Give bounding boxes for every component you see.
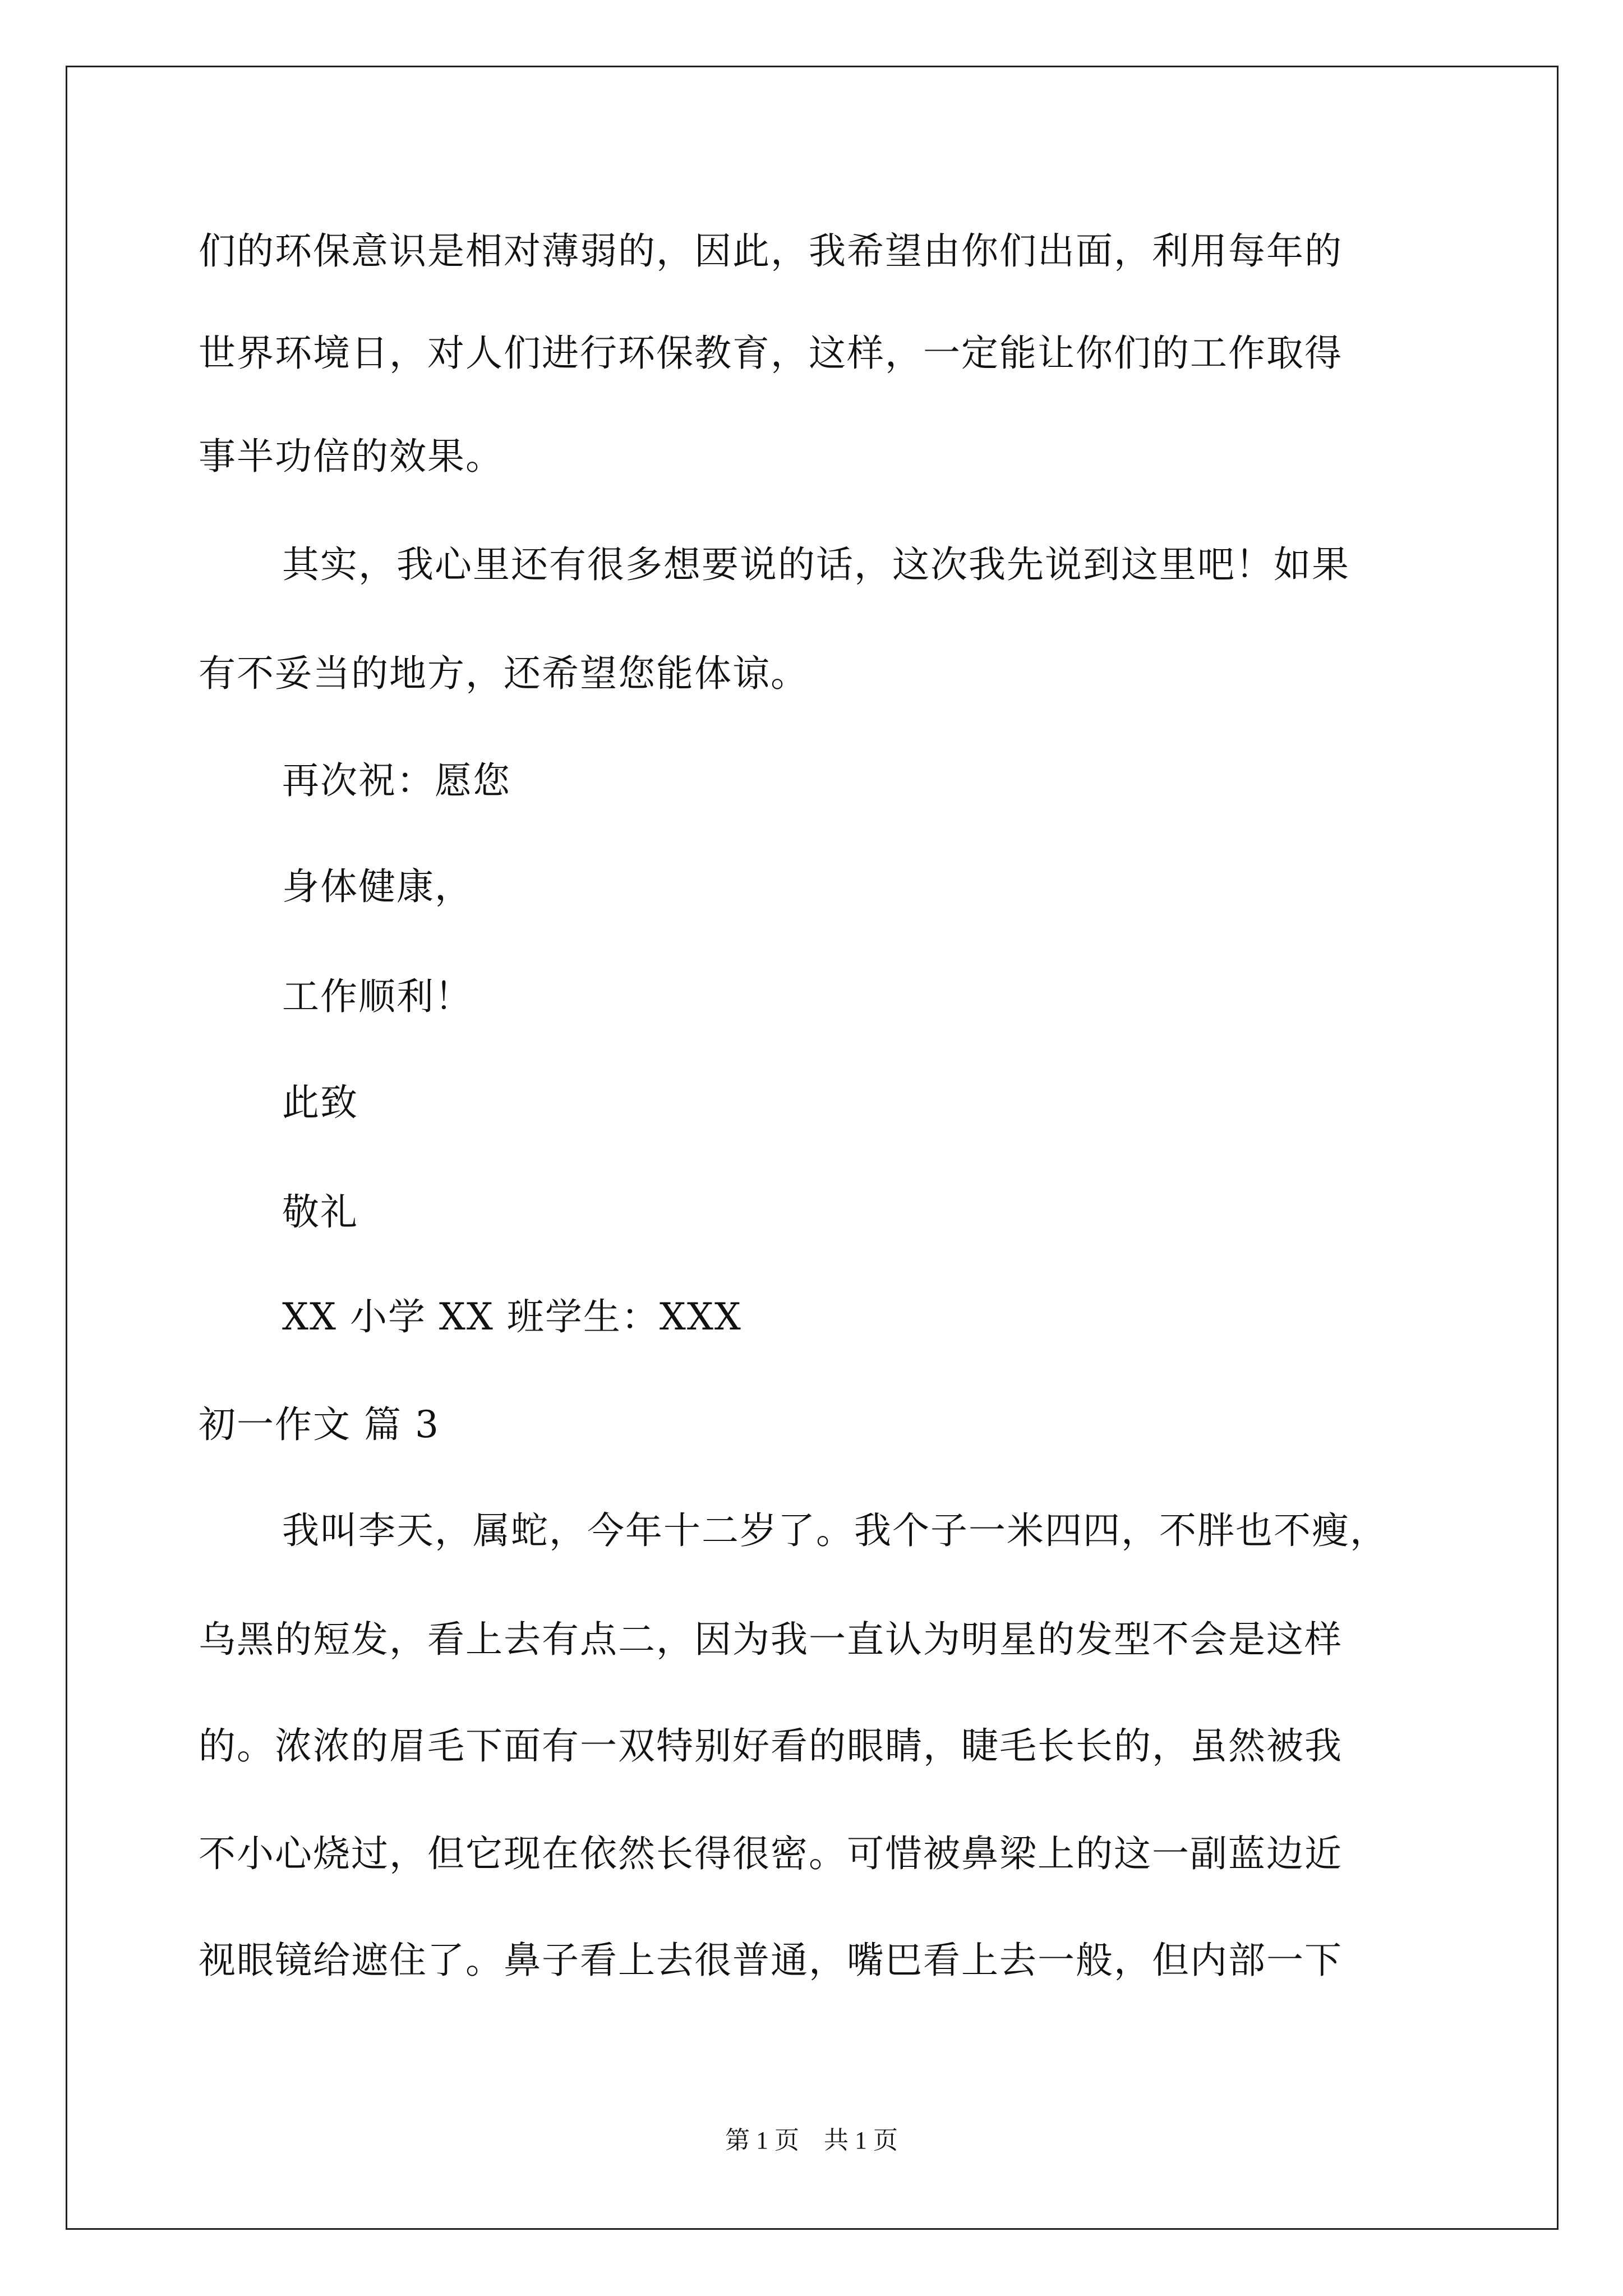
signature-line: XX 小学 XX 班学生：XXX <box>282 1295 742 1338</box>
text-line: 有不妥当的地方，还希望您能体谅。 <box>199 652 809 695</box>
text-line: 世界环境日，对人们进行环保教育，这样，一定能让你们的工作取得 <box>199 332 1343 375</box>
text-line: 视眼镜给遮住了。鼻子看上去很普通，嘴巴看上去一般，但内部一下 <box>199 1939 1343 1982</box>
text-line: 不小心烧过，但它现在依然长得很密。可惜被鼻梁上的这一副蓝边近 <box>199 1832 1343 1875</box>
section-heading: 初一作文 篇 3 <box>199 1403 440 1446</box>
salutation-line: 此致 <box>282 1081 358 1124</box>
text-line: 事半功倍的效果。 <box>199 435 504 478</box>
paragraph-first-line: 我叫李天，属蛇，今年十二岁了。我个子一米四四，不胖也不瘦， <box>282 1509 1388 1552</box>
text-line: 们的环保意识是相对薄弱的，因此，我希望由你们出面，利用每年的 <box>199 229 1343 273</box>
text-line: 的。浓浓的眉毛下面有一双特别好看的眼睛，睫毛长长的，虽然被我 <box>199 1724 1343 1768</box>
closing-wish-line: 工作顺利！ <box>282 975 473 1018</box>
page-footer: 第 1 页 共 1 页 <box>725 2127 898 2154</box>
salutation-line: 敬礼 <box>282 1190 358 1234</box>
text-line: 乌黑的短发，看上去有点二，因为我一直认为明星的发型不会是这样 <box>199 1618 1343 1661</box>
paragraph-first-line: 其实，我心里还有很多想要说的话，这次我先说到这里吧！如果 <box>282 543 1350 586</box>
closing-wish-line: 身体健康， <box>282 865 473 908</box>
page-border <box>66 66 1559 2230</box>
closing-wish: 再次祝：愿您 <box>282 759 511 802</box>
